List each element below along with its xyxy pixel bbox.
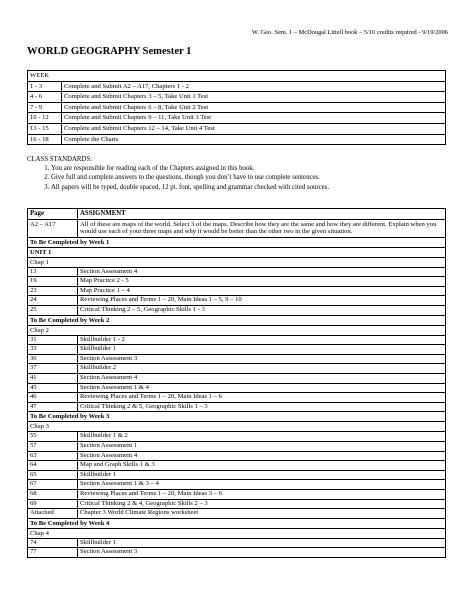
page-cell: 55 (28, 432, 78, 442)
table-row (28, 499, 446, 509)
weeks-table (27, 70, 446, 145)
unit-row (28, 247, 446, 257)
page-cell: 74 (28, 538, 78, 548)
table-row (28, 451, 446, 461)
table-row (28, 509, 446, 519)
page-cell: 19 (28, 277, 78, 287)
assignment-cell: Section Assessment 1 (78, 442, 446, 452)
page-cell: 41 (28, 374, 78, 384)
assignment-cell: Section Assessment 4 (78, 451, 446, 461)
assignment-cell: Map and Graph Skills 1 & 3 (78, 461, 446, 471)
table-row (28, 538, 446, 548)
page-cell: 13 (28, 267, 78, 277)
page-cell: 24 (28, 296, 78, 306)
task-cell: Complete the Charts (62, 134, 446, 145)
table-row (28, 345, 446, 355)
table-row (28, 113, 446, 124)
page-cell: Attached (28, 509, 78, 519)
assignment-cell: Section Assessment 4 (78, 374, 446, 384)
table-header-row (28, 209, 446, 220)
assignment-cell: Skillbuilder 1 (78, 538, 446, 548)
table-row (28, 364, 446, 374)
assignment-cell: Section Assessment 3 (78, 354, 446, 364)
page-cell: 57 (28, 442, 78, 452)
table-row (28, 393, 446, 403)
table-row (28, 296, 446, 306)
assignment-cell: Critical Thinking 2 & 5, Geographic Skills 1 – 3 (78, 402, 446, 412)
week-section-row (28, 518, 446, 528)
page-cell: 25 (28, 306, 78, 316)
page-cell: 23 (28, 286, 78, 296)
chapter-row (28, 325, 446, 335)
week-cell: 16 - 18 (28, 134, 62, 145)
week-section-label: To Be Completed by Week 4 (28, 518, 446, 528)
page-cell: 46 (28, 393, 78, 403)
table-row (28, 277, 446, 287)
list-item: 3. All papers will be typed, double spaced, 12 pt. font, spelling and grammar checked with cited sources. (51, 183, 457, 192)
week-cell: 4 - 6 (28, 92, 62, 103)
task-cell: Complete and Submit Chapters 3 – 5, Take Unit 1 Test (62, 92, 446, 103)
table-row (28, 134, 446, 145)
assignment-cell: Section Assessment 4 (78, 267, 446, 277)
table-row (28, 123, 446, 134)
table-row (28, 470, 446, 480)
assignment-cell: Skillbuilder 2 (78, 364, 446, 374)
page-cell: 47 (28, 402, 78, 412)
page-cell: 69 (28, 499, 78, 509)
standards-list (27, 164, 457, 192)
table-row (28, 354, 446, 364)
week-section-row (28, 315, 446, 325)
assignment-cell: Reviewing Places and Terms 1 – 20, Main Ideas 1 – 6 (78, 393, 446, 403)
page-cell: 77 (28, 548, 78, 558)
page-column-header: Page (28, 209, 78, 220)
table-row (28, 81, 446, 92)
table-row (28, 102, 446, 113)
week-section-label: To Be Completed by Week 3 (28, 412, 446, 422)
week-section-row (28, 412, 446, 422)
task-cell: Complete and Submit A2 – A17, Chapters 1 - 2 (62, 81, 446, 92)
assignment-cell: All of these are maps of the world. Select 3 of the maps. Describe how they are the same and how they are different. Explain when you would use each of your three maps and why it would be better than the other two in the given situation. (78, 219, 446, 237)
page-cell: 36 (28, 354, 78, 364)
page-cell: A2 – A17 (28, 219, 78, 237)
document-header: W. Geo. Sem. 1 – McDougal Littell book – 5/10 credits required - 9/19/2006 (251, 29, 448, 36)
week-cell: 10 - 12 (28, 113, 62, 124)
table-row (28, 286, 446, 296)
assignments-table (27, 208, 446, 558)
assignment-cell: Skillbuilder 1 (78, 345, 446, 355)
page-cell: 45 (28, 383, 78, 393)
assignment-cell: Section Assessment 3 (78, 548, 446, 558)
week-section-label: To Be Completed by Week 1 (28, 237, 446, 247)
assignment-cell: Section Assessment 1 & 4 (78, 383, 446, 393)
table-row (28, 335, 446, 345)
page-cell: 31 (28, 335, 78, 345)
task-cell: Complete and Submit Chapters 9 – 11, Take Unit 3 Test (62, 113, 446, 124)
unit-label: UNIT 1 (28, 247, 446, 257)
table-row (28, 219, 446, 237)
page-title: WORLD GEOGRAPHY Semester 1 (27, 46, 192, 57)
list-item: 1. You are responsible for reading each of the Chapters assigned in this book. (51, 164, 457, 173)
assignment-cell: Map Practice 1 – 4 (78, 286, 446, 296)
page-cell: 64 (28, 461, 78, 471)
table-row (28, 374, 446, 384)
standards-label: CLASS STANDARDS: (27, 156, 92, 163)
chapter-row (28, 257, 446, 267)
chapter-row (28, 528, 446, 538)
task-cell: Complete and Submit Chapters 6 – 8, Take Unit 2 Test (62, 102, 446, 113)
assignment-cell: Reviewing Places and Terms 1 – 20, Main Ideas 1 – 5, 9 – 10 (78, 296, 446, 306)
chapter-label: Chap 4 (28, 528, 446, 538)
week-cell: 13 - 15 (28, 123, 62, 134)
page-cell: 67 (28, 480, 78, 490)
assignment-cell: Chapter 3 World Climate Regions worksheet (78, 509, 446, 519)
assignment-cell: Reviewing Places and Terms 1 – 20, Main Ideas 3 – 6 (78, 489, 446, 499)
week-section-row (28, 237, 446, 247)
assignment-cell: Section Assessment 1 & 3 – 4 (78, 480, 446, 490)
table-row (28, 92, 446, 103)
page-cell: 68 (28, 489, 78, 499)
table-row (28, 432, 446, 442)
table-row (28, 383, 446, 393)
chapter-row (28, 422, 446, 432)
weeks-header: WEEK (28, 71, 446, 82)
chapter-label: Chap 1 (28, 257, 446, 267)
table-row (28, 548, 446, 558)
table-row (28, 267, 446, 277)
table-row (28, 480, 446, 490)
table-row (28, 402, 446, 412)
table-row (28, 71, 446, 82)
chapter-label: Chap 2 (28, 325, 446, 335)
assignment-column-header: ASSIGNMENT (78, 209, 446, 220)
week-cell: 1 - 3 (28, 81, 62, 92)
week-section-label: To Be Completed by Week 2 (28, 315, 446, 325)
assignment-cell: Critical Thinking 2 & 4, Geographic Skills 2 – 3 (78, 499, 446, 509)
class-standards (27, 155, 457, 192)
page-cell: 63 (28, 451, 78, 461)
page-cell: 33 (28, 345, 78, 355)
assignment-cell: Skillbuilder 1 (78, 470, 446, 480)
chapter-label: Chap 3 (28, 422, 446, 432)
page-cell: 65 (28, 470, 78, 480)
assignment-cell: Critical Thinking 2 – 5, Geographic Skills 1 - 3 (78, 306, 446, 316)
table-row (28, 489, 446, 499)
table-row (28, 306, 446, 316)
list-item: 2. Give full and complete answers to the questions, though you don’t have to use complete sentences. (51, 173, 457, 182)
assignment-cell: Map Practice 2 - 5 (78, 277, 446, 287)
assignment-cell: Skillbuilder 1 & 2 (78, 432, 446, 442)
week-cell: 7 - 9 (28, 102, 62, 113)
task-cell: Complete and Submit Chapters 12 – 14, Take Unit 4 Test (62, 123, 446, 134)
table-row (28, 442, 446, 452)
assignment-cell: Skillbuilder 1 - 2 (78, 335, 446, 345)
page-cell: 37 (28, 364, 78, 374)
table-row (28, 461, 446, 471)
